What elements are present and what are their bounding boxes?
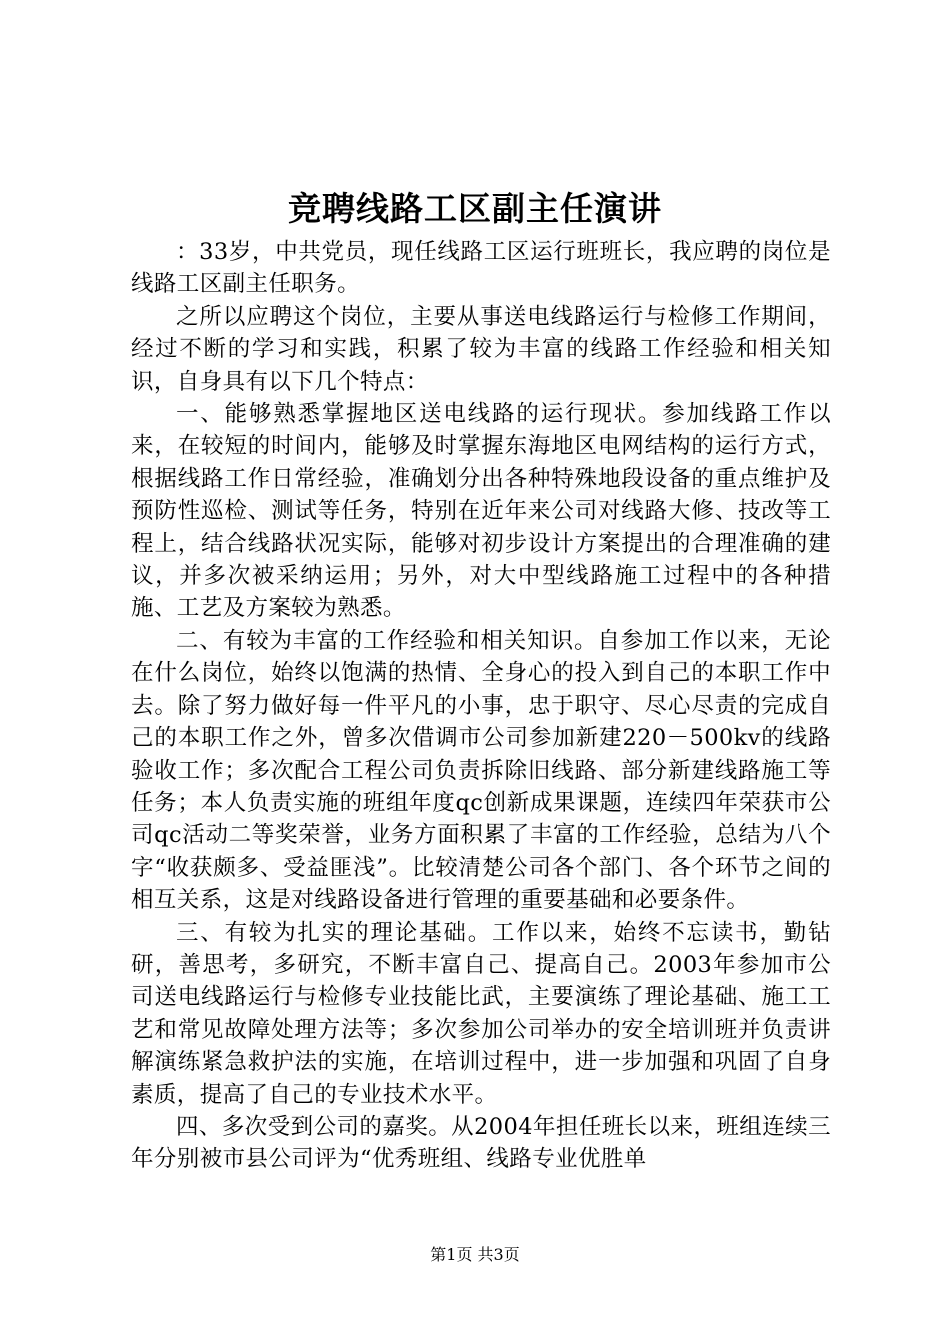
paragraph-intro: ：33岁，中共党员，现任线路工区运行班班长，我应聘的岗位是线路工区副主任职务。 xyxy=(131,239,831,298)
page-number-footer: 第1页 共3页 xyxy=(430,1245,520,1264)
paragraph-point-3: 三、有较为扎实的理论基础。工作以来，始终不忘读书，勤钻研，善思考，多研究，不断丰富自己、提高自己。2003年参加市公司送电线路运行与检修专业技能比武，主要演练了理论基础、施工工艺和常见故障处理方法等；多次参加公司举办的安全培训班并负责讲解演练紧急救护法的实施，在培训过程中，进一步加强和巩固了自身素质，提高了自己的专业技术水平。 xyxy=(131,919,831,1108)
paragraph-point-4: 四、多次受到公司的嘉奖。从2004年担任班长以来，班组连续三年分别被市县公司评为“优秀班组、线路专业优胜单 xyxy=(131,1113,831,1173)
paragraph-point-2: 二、有较为丰富的工作经验和相关知识。自参加工作以来，无论在什么岗位，始终以饱满的热情、全身心的投入到自己的本职工作中去。除了努力做好每一件平凡的小事，忠于职守、尽心尽责的完成自己的本职工作之外，曾多次借调市公司参加新建220－500kv的线路验收工作；多次配合工程公司负责拆除旧线路、部分新建线路施工等任务；本人负责实施的班组年度qc创新成果课题，连续四年荣获市公司qc活动二等奖荣誉，业务方面积累了丰富的工作经验，总结为八个字“收获颇多、受益匪浅”。比较清楚公司各个部门、各个环节之间的相互关系，这是对线路设备进行管理的重要基础和必要条件。 xyxy=(131,627,831,914)
document-body xyxy=(131,236,831,1176)
document-title: 竞聘线路工区副主任演讲 xyxy=(288,189,662,228)
paragraph-reason: 之所以应聘这个岗位，主要从事送电线路运行与检修工作期间，经过不断的学习和实践，积累了较为丰富的线路工作经验和相关知识，自身具有以下几个特点： xyxy=(131,303,831,395)
paragraph-point-1: 一、能够熟悉掌握地区送电线路的运行现状。参加线路工作以来，在较短的时间内，能够及时掌握东海地区电网结构的运行方式，根据线路工作日常经验，准确划分出各种特殊地段设备的重点维护及预防性巡检、测试等任务，特别在近年来公司对线路大修、技改等工程上，结合线路状况实际，能够对初步设计方案提出的合理准确的建议，并多次被采纳运用；另外，对大中型线路施工过程中的各种措施、工艺及方案较为熟悉。 xyxy=(131,401,831,622)
